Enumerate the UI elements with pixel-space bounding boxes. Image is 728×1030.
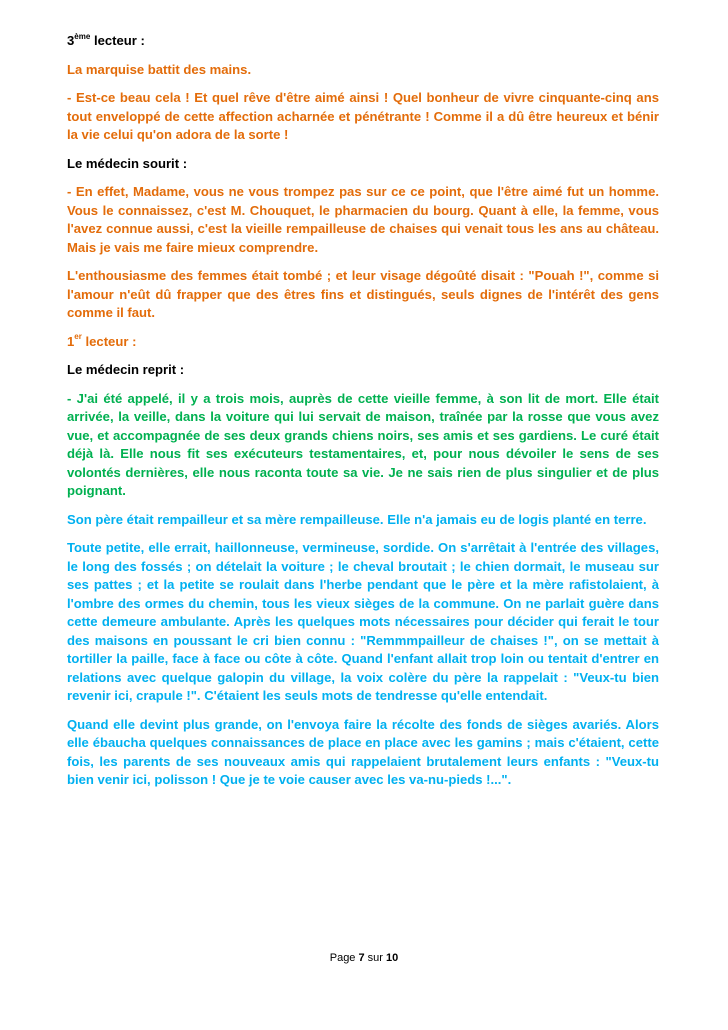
paragraph: Toute petite, elle errait, haillonneuse, vermineuse, sordide. On s'arrêtait à l'entrée des villages, le long des fossés ; on dételait la voiture ; le cheval broutait ; le chien dormait, le museau sur ses pattes ; et la petite se roulait dans l'herbe pendant que le père et la mère rafistolaient, à l'ombre des ormes du chemin, tous les vieux sièges de la commune. On ne parlait guère dans cette demeure ambulante. Après les quelques mots nécessaires pour décider qui ferait le tour des maisons en poussant le cri bien connu : "Remmmpailleur de chaises !", on se mettait à tortiller la paille, face à face ou côte à côte. Quand l'enfant allait trop loin ou tentait d'entrer en relations avec quelque galopin du village, la voix colère du père la rappelait : "Veux-tu bien revenir ici, crapule !". C'étaient les seuls mots de tendresse qu'elle entendait. [67, 540, 659, 703]
document-body [67, 32, 659, 800]
paragraph: Le médecin sourit : [67, 155, 188, 171]
paragraph: Le médecin reprit : [67, 362, 185, 377]
current-page-number: 7 [358, 952, 365, 964]
paragraph: L'enthousiasme des femmes était tombé ; et leur visage dégoûté disait : "Pouah !", comme si l'amour n'eût dû frapper que des êtres fins et distingués, seuls dignes de l'intérêt des gens comme il faut. [67, 268, 659, 320]
speaker-heading-3: 3ème lecteur : [67, 31, 145, 48]
total-page-count: 10 [386, 952, 399, 964]
paragraph: - Est-ce beau cela ! Et quel rêve d'être aimé ainsi ! Quel bonheur de vivre cinquante-cinq ans tout enveloppé de cette affection acharnée et pénétrante ! Comme il a dû être heureux et bénir la vie celui qu'on adora de la sorte ! [67, 90, 659, 142]
paragraph: Son père était rempailleur et sa mère rempailleuse. Elle n'a jamais eu de logis planté en terre. [67, 511, 647, 527]
paragraph: Quand elle devint plus grande, on l'envoya faire la récolte des fonds de sièges avariés. Alors elle ébaucha quelques connaissances de place en place avec les gamins ; mais c'étaient, cette fois, les parents de ses nouveaux amis qui rappelaient brutalement leurs enfants : "Veux-tu bien venir ici, polisson ! Que je te voie causer avec les va-nu-pieds !...". [67, 716, 659, 787]
paragraph: - J'ai été appelé, il y a trois mois, auprès de cette vieille femme, à son lit de mort. Elle était arrivée, la veille, dans la voiture qui lui servait de maison, traînée par la rosse que vous avez vue, et accompagnée de ses deux grands chiens noirs, ses amis et ses gardiens. Le curé était déjà là. Elle nous fit ses exécuteurs testamentaires, et, pour nous dévoiler le sens de ses volontés dernières, elle nous raconta toute sa vie. Je ne sais rien de plus singulier et de plus poignant. [67, 390, 659, 498]
speaker-heading-1: 1er lecteur : [67, 332, 137, 349]
page-footer: Page 7 sur 10 [329, 952, 399, 964]
paragraph: - En effet, Madame, vous ne vous trompez pas sur ce ce point, que l'être aimé fut un homme. Vous le connaissez, c'est M. Chouquet, le pharmacien du bourg. Quant à elle, la femme, vous l'avez connue aussi, c'est la vieille rempailleuse de chaises qui venait tous les ans au château. Mais je vais me faire mieux comprendre. [67, 184, 659, 255]
paragraph: La marquise battit des mains. [67, 61, 252, 77]
